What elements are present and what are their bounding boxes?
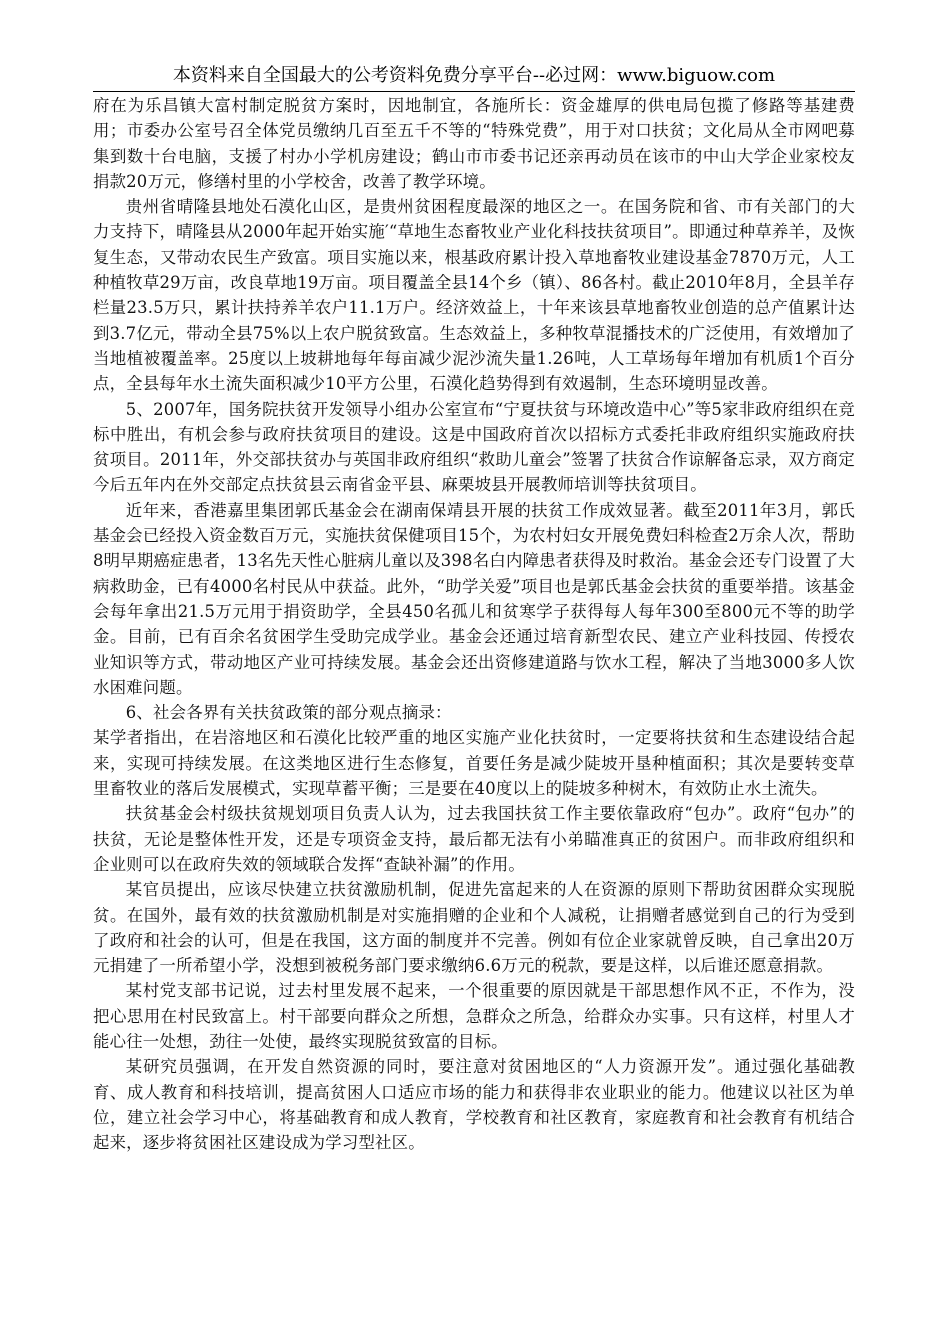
paragraph-7: 扶贫基金会村级扶贫规划项目负责人认为，过去我国扶贫工作主要依靠政府“包办”。政府“包办”的扶贫，无论是整体性开发，还是专项资金支持，最后都无法有小弟瞄准真正的贫困户。而非政府组织和企业则可以在政府失效的领域联合发挥“查缺补漏”的作用。	[93, 804, 855, 874]
paragraph-5: 6、社会各界有关扶贫政策的部分观点摘录：	[125, 703, 452, 723]
paragraph-4: 近年来，香港嘉里集团郭氏基金会在湖南保靖县开展的扶贫工作成效显著。截至2011年3月，郭氏基金会已经投入资金数百万元，实施扶贫保健项目15个，为农村妇女开展免费妇科检查2万余人次，帮助8明早期癌症患者，13名先天性心脏病儿童以及398名白内障患者获得及时救治。基金会还专门设置了大病救助金，已有4000名村民从中获益。此外，“助学关爱”项目也是郭氏基金会扶贫的重要举措。该基金会每年拿出21.5万元用于捐资助学，全县450名孤儿和贫寒学子获得每人每年300至800元不等的助学金。目前，已有百余名贫困学生受助完成学业。基金会还通过培育新型农民、建立产业科技园、传授农业知识等方式，带动地区产业可持续发展。基金会还出资修建道路与饮水工程，解决了当地3000多人饮水困难问题。	[93, 500, 855, 697]
paragraph-9: 某村党支部书记说，过去村里发展不起来，一个很重要的原因就是干部思想作风不正，不作为，没把心思用在村民致富上。村干部要向群众之所想，急群众之所急，给群众办实事。只有这样，村里人才能心往一处想，劲往一处使，最终实现脱贫致富的目标。	[93, 981, 855, 1051]
paragraph-1: 府在为乐昌镇大富村制定脱贫方案时，因地制宜，各施所长：资金雄厚的供电局包揽了修路等基建费用；市委办公室号召全体党员缴纳几百至五千不等的“特殊党费”，用于对口扶贫；文化局从全市网吧募集到数十台电脑，支援了村办小学机房建设；鹤山市市委书记还亲再动员在该市的中山大学企业家校友捐款20万元，修缮村里的小学校舍，改善了教学环境。	[93, 96, 855, 191]
paragraph-2: 贵州省晴隆县地处石漠化山区，是贵州贫困程度最深的地区之一。在国务院和省、市有关部门的大力支持下，晴隆县从2000年起开始实施′“草地生态畜牧业产业化科技扶贫项目”。即通过种草养羊，及恢复生态，又带动农民生产致富。项目实施以来，根基政府累计投入草地畜牧业建设基金7870万元，人工种植牧草29万亩，改良草地19万亩。项目覆盖全县14个乡（镇）、86各村。截止2010年8月，全县羊存栏量23.5万只，累计扶持养羊农户11.1万户。经济效益上，十年来该县草地畜牧业创造的总产值累计达到3.7亿元，带动全县75%以上农户脱贫致富。生态效益上，多种牧草混播技术的广泛使用，有效增加了当地植被覆盖率。25度以上坡耕地每年每亩减少泥沙流失量1.26吨，人工草场每年增加有机质1个百分点，全县每年水土流失面积减少10平方公里，石漠化趋势得到有效遏制，生态环境明显改善。	[93, 197, 855, 394]
paragraph-8: 某官员提出，应该尽快建立扶贫激励机制，促进先富起来的人在资源的原则下帮助贫困群众实现脱贫。在国外，最有效的扶贫激励机制是对实施捐赠的企业和个人减税，让捐赠者感觉到自己的行为受到了政府和社会的认可，但是在我国，这方面的制度并不完善。例如有位企业家就曾反映，自己拿出20万元捐建了一所希望小学，没想到被税务部门要求缴纳6.6万元的税款，要是这样，以后谁还愿意捐款。	[93, 880, 855, 976]
paragraph-3: 5、2007年，国务院扶贫开发领导小组办公室宣布“宁夏扶贫与环境改造中心”等5家非政府组织在竞标中胜出，有机会参与政府扶贫项目的建设。这是中国政府首次以招标方式委托非政府组织实施政府扶贫项目。2011年，外交部扶贫办与英国非政府组织“救助儿童会”签署了扶贫合作谅解备忘录，双方商定今后五年内在外交部定点扶贫县云南省金平县、麻栗坡县开展教师培训等扶贫项目。	[93, 399, 855, 495]
document-body	[93, 93, 855, 1155]
paragraph-10: 某研究员强调，在开发自然资源的同时，要注意对贫困地区的“人力资源开发”。通过强化基础教育、成人教育和科技培训，提高贫困人口适应市场的能力和获得非农业职业的能力。他建议以社区为单位，建立社会学习中心，将基础教育和成人教育，学校教育和社区教育，家庭教育和社会教育有机结合起来，逐步将贫困社区建设成为学习型社区。	[93, 1057, 855, 1153]
paragraph-6: 某学者指出，在岩溶地区和石漠化比较严重的地区实施产业化扶贫时，一定要将扶贫和生态建设结合起来，实现可持续发展。在这类地区进行生态修复，首要任务是减少陡坡开垦种植面积；其次是要转变草里畜牧业的落后发展模式，实现草蓄平衡；三是要在40度以上的陡坡多种树木，有效防止水土流失。	[93, 728, 855, 799]
header-divider	[93, 91, 855, 92]
page-header: 本资料来自全国最大的公考资料免费分享平台--必过网：www.biguow.com	[172, 65, 776, 86]
